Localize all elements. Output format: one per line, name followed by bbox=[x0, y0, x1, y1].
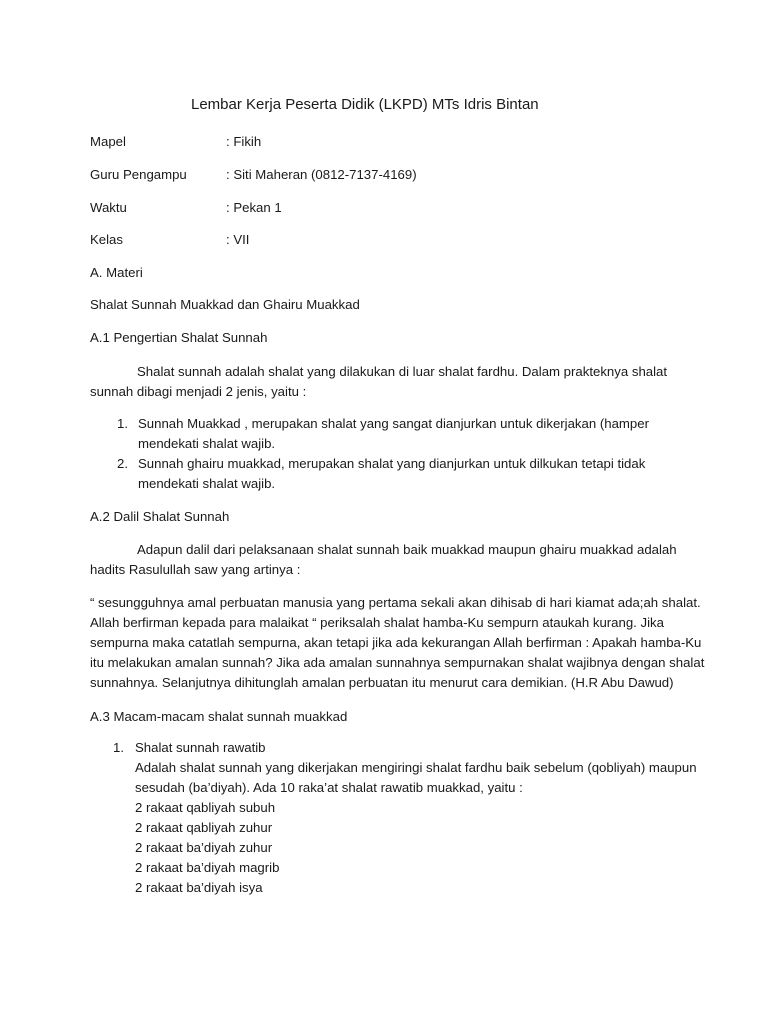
info-value-guru: : Siti Maheran (0812-7137-4169) bbox=[226, 167, 417, 182]
a2-quote-line: sempurna maka catatlah sempurna, akan tetapi jika ada kekurangan Allah berfirman : Apakah hamba-Ku bbox=[90, 635, 702, 650]
rakaat-item: 2 rakaat qabliyah subuh bbox=[135, 800, 276, 815]
a3-desc-line: sesudah (ba’diyah). Ada 10 raka’at shalat rawatib muakkad, yaitu : bbox=[135, 780, 523, 795]
a1-list-item-line: Sunnah ghairu muakkad, merupakan shalat yang dianjurkan untuk dilkukan tetapi tidak bbox=[138, 456, 646, 471]
a2-quote-line: sunnahnya. Selanjutnya dihitunglah amalan perbuatan itu menurut cara demikian. (H.R Abu Dawud) bbox=[90, 675, 674, 690]
info-label-guru: Guru Pengampu bbox=[90, 167, 187, 182]
a3-item-title: Shalat sunnah rawatib bbox=[135, 740, 266, 755]
info-label-kelas: Kelas bbox=[90, 232, 123, 247]
rakaat-item: 2 rakaat ba’diyah magrib bbox=[135, 860, 280, 875]
a1-list-item-line: mendekati shalat wajib. bbox=[138, 476, 276, 491]
rakaat-item: 2 rakaat ba’diyah isya bbox=[135, 880, 263, 895]
a1-paragraph-line: sunnah dibagi menjadi 2 jenis, yaitu : bbox=[90, 384, 307, 399]
info-value-mapel: : Fikih bbox=[226, 134, 262, 149]
a1-list-item-line: mendekati shalat wajib. bbox=[138, 436, 276, 451]
section-a-heading: A. Materi bbox=[90, 265, 143, 280]
info-value-waktu: : Pekan 1 bbox=[226, 200, 282, 215]
a3-item-number: 1. bbox=[113, 740, 124, 755]
a2-paragraph-line: Adapun dalil dari pelaksanaan shalat sunnah baik muakkad maupun ghairu muakkad adalah bbox=[137, 542, 677, 557]
a2-quote-line: “ sesungguhnya amal perbuatan manusia yang pertama sekali akan dihisab di hari kiamat ada;ah shalat. bbox=[90, 595, 701, 610]
a3-heading: A.3 Macam-macam shalat sunnah muakkad bbox=[90, 709, 348, 724]
a2-quote-line: itu melakukan amalan sunnah? Jika ada amalan sunnahnya sempurnakan shalat wajibnya dengan shalat bbox=[90, 655, 705, 670]
a1-list-number: 2. bbox=[117, 456, 128, 471]
info-label-waktu: Waktu bbox=[90, 200, 127, 215]
a1-list-item-line: Sunnah Muakkad , merupakan shalat yang sangat dianjurkan untuk dikerjakan (hamper bbox=[138, 416, 649, 431]
page-title: Lembar Kerja Peserta Didik (LKPD) MTs Idris Bintan bbox=[191, 96, 539, 113]
rakaat-item: 2 rakaat ba’diyah zuhur bbox=[135, 840, 273, 855]
info-value-kelas: : VII bbox=[226, 232, 250, 247]
rakaat-item: 2 rakaat qabliyah zuhur bbox=[135, 820, 273, 835]
a3-desc-line: Adalah shalat sunnah yang dikerjakan mengiringi shalat fardhu baik sebelum (qobliyah) maupun bbox=[135, 760, 697, 775]
a2-heading: A.2 Dalil Shalat Sunnah bbox=[90, 509, 230, 524]
a1-list-number: 1. bbox=[117, 416, 128, 431]
info-label-mapel: Mapel bbox=[90, 134, 126, 149]
topic-heading: Shalat Sunnah Muakkad dan Ghairu Muakkad bbox=[90, 297, 360, 312]
a1-paragraph-line: Shalat sunnah adalah shalat yang dilakukan di luar shalat fardhu. Dalam prakteknya shalat bbox=[137, 364, 668, 379]
a2-paragraph-line: hadits Rasulullah saw yang artinya : bbox=[90, 562, 301, 577]
a1-heading: A.1 Pengertian Shalat Sunnah bbox=[90, 330, 268, 345]
a2-quote-line: Allah berfirman kepada para malaikat “ periksalah shalat hamba-Ku sempurn ataukah kurang. Jika bbox=[90, 615, 664, 630]
